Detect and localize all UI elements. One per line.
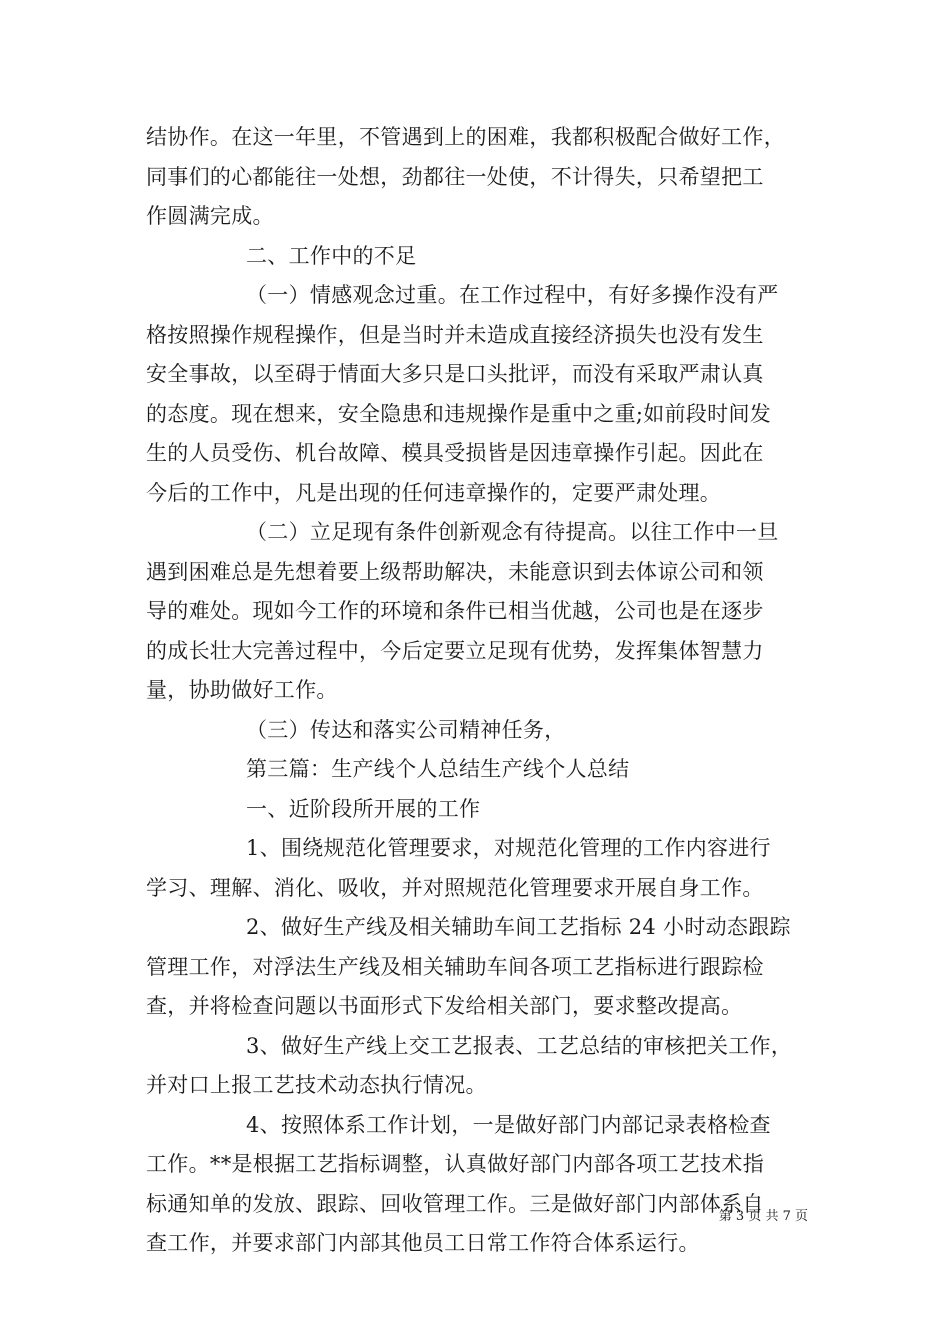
text-line: 量，协助做好工作。 bbox=[146, 678, 338, 702]
text-line: 的态度。现在想来，安全隐患和违规操作是重中之重;如前段时间发 bbox=[146, 401, 772, 426]
text-line: 3、做好生产线上交工艺报表、工艺总结的审核把关工作， bbox=[246, 1033, 793, 1058]
text-line: 查，并将检查问题以书面形式下发给相关部门，要求整改提高。 bbox=[146, 994, 743, 1018]
text-line: 管理工作，对浮法生产线及相关辅助车间各项工艺指标进行跟踪检 bbox=[146, 954, 764, 979]
text-line: 标通知单的发放、跟踪、回收管理工作。三是做好部门内部体系自 bbox=[146, 1191, 764, 1216]
text-line: （二）立足现有条件创新观念有待提高。以往工作中一旦 bbox=[246, 520, 779, 544]
page-number: 第 3 页 共 7 页 bbox=[718, 1209, 808, 1224]
text-line: 格按照操作规程操作，但是当时并未造成直接经济损失也没有发生 bbox=[146, 322, 764, 347]
text-line: 第三篇：生产线个人总结生产线个人总结 bbox=[246, 757, 630, 781]
text-line: 1、围绕规范化管理要求，对规范化管理的工作内容进行 bbox=[246, 836, 771, 860]
text-line: 一、近阶段所开展的工作 bbox=[246, 796, 481, 821]
text-line: 二、工作中的不足 bbox=[246, 243, 417, 268]
text-line: 并对口上报工艺技术动态执行情况。 bbox=[146, 1073, 487, 1097]
text-line: （一）情感观念过重。在工作过程中，有好多操作没有严 bbox=[246, 283, 779, 307]
text-line: 同事们的心都能往一处想，劲都往一处使，不计得失，只希望把工 bbox=[146, 164, 764, 189]
text-line: 4、按照体系工作计划，一是做好部门内部记录表格检查 bbox=[246, 1112, 771, 1137]
text-line: 作圆满完成。 bbox=[146, 204, 274, 228]
text-line: 工作。**是根据工艺指标调整，认真做好部门内部各项工艺技术指 bbox=[146, 1152, 764, 1176]
text-line: 安全事故，以至碍于情面大多只是口头批评，而没有采取严肃认真 bbox=[146, 362, 764, 386]
text-line: 遇到困难总是先想着要上级帮助解决，未能意识到去体谅公司和领 bbox=[146, 559, 764, 584]
text-line: 生的人员受伤、机台故障、模具受损皆是因违章操作引起。因此在 bbox=[146, 441, 764, 465]
text-line: 的成长壮大完善过程中，今后定要立足现有优势，发挥集体智慧力 bbox=[146, 638, 764, 663]
text-line: 2、做好生产线及相关辅助车间工艺指标 24 小时动态跟踪 bbox=[246, 915, 791, 939]
document-body bbox=[146, 118, 816, 1264]
text-line: 结协作。在这一年里，不管遇到上的困难，我都积极配合做好工作， bbox=[146, 125, 785, 149]
text-line: 学习、理解、消化、吸收，并对照规范化管理要求开展自身工作。 bbox=[146, 875, 764, 900]
text-line: 今后的工作中，凡是出现的任何违章操作的，定要严肃处理。 bbox=[146, 480, 722, 505]
text-line: 导的难处。现如今工作的环境和条件已相当优越，公司也是在逐步 bbox=[146, 599, 764, 623]
text-line: 查工作，并要求部门内部其他员工日常工作符合体系运行。 bbox=[146, 1231, 700, 1255]
text-line: （三）传达和落实公司精神任务， bbox=[246, 717, 566, 742]
